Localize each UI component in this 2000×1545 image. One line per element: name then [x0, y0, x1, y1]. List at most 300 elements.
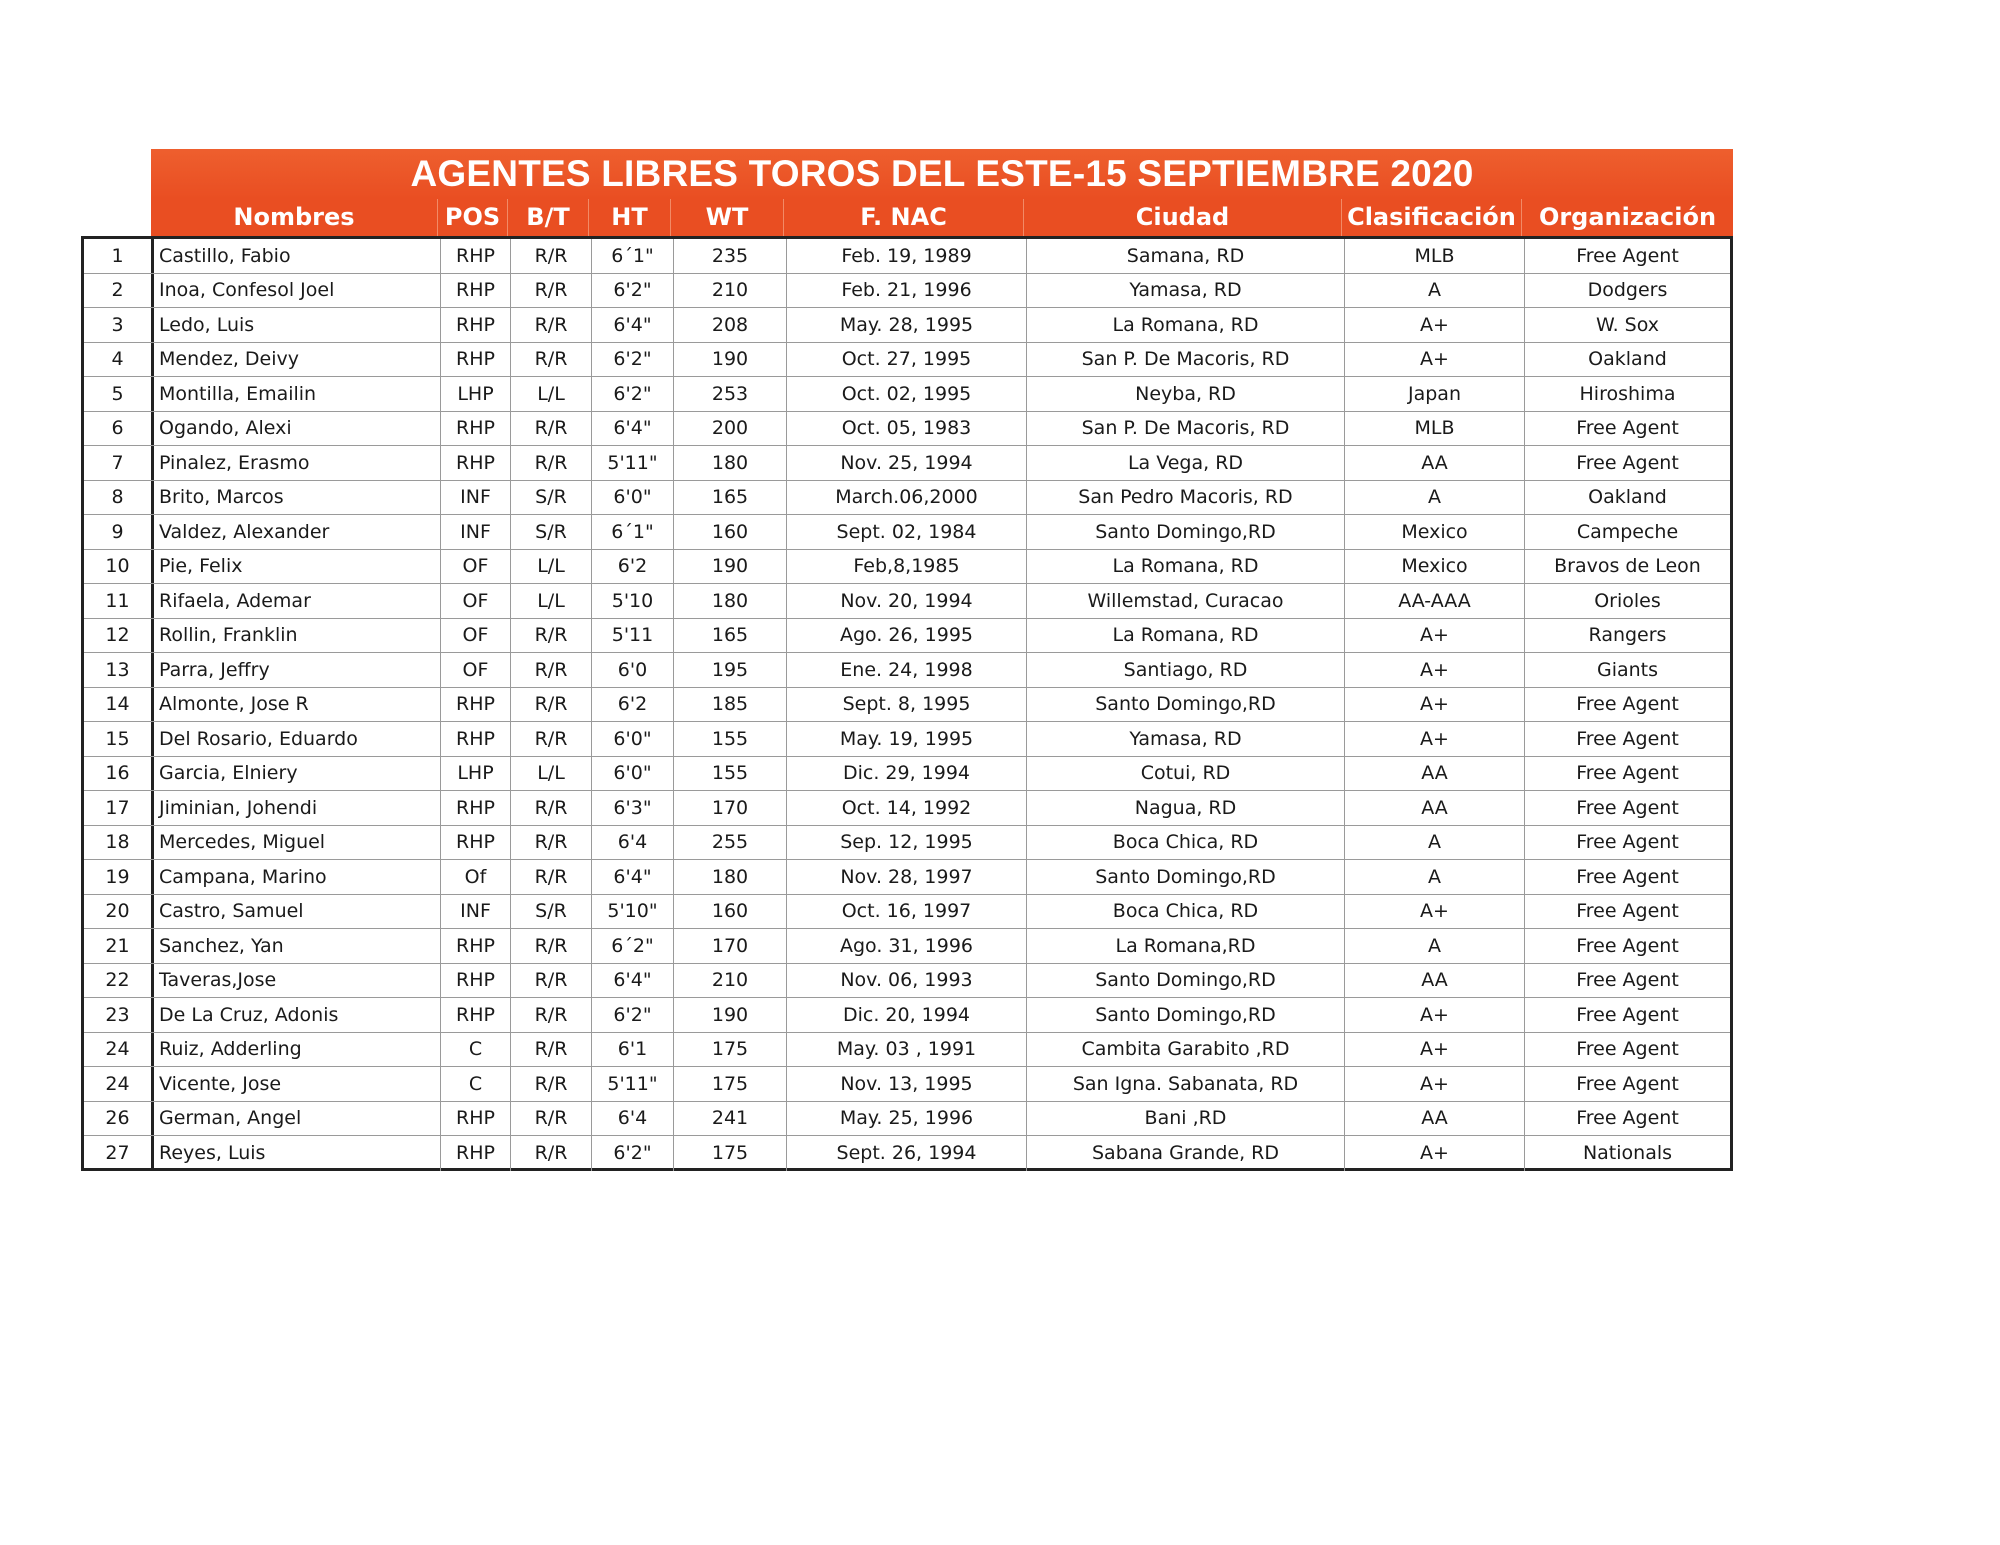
title-banner: AGENTES LIBRES TOROS DEL ESTE-15 SEPTIEMBRE 2020 — [151, 149, 1733, 199]
player-name: De La Cruz, Adonis — [154, 998, 441, 1032]
player-name: Taveras,Jose — [154, 964, 441, 998]
player-height: 6'0" — [592, 481, 674, 515]
player-birthdate: Feb. 19, 1989 — [787, 239, 1027, 273]
player-birthdate: May. 25, 1996 — [787, 1102, 1027, 1136]
player-weight: 175 — [674, 1067, 787, 1101]
player-position: OF — [441, 550, 511, 584]
roster-table — [81, 236, 1733, 1171]
player-height: 6'0 — [592, 653, 674, 687]
player-birthdate: Nov. 13, 1995 — [787, 1067, 1027, 1101]
player-birthdate: Ago. 26, 1995 — [787, 619, 1027, 653]
player-bats-throws: R/R — [511, 343, 592, 377]
player-height: 6'4 — [592, 1102, 674, 1136]
row-number: 22 — [84, 964, 154, 998]
row-number: 15 — [84, 722, 154, 756]
row-number: 10 — [84, 550, 154, 584]
player-position: RHP — [441, 929, 511, 963]
row-number: 13 — [84, 653, 154, 687]
player-position: RHP — [441, 1102, 511, 1136]
table-row — [84, 998, 1730, 1033]
player-bats-throws: R/R — [511, 412, 592, 446]
player-height: 5'10 — [592, 584, 674, 618]
table-row — [84, 757, 1730, 792]
table-row — [84, 826, 1730, 861]
player-organization: Free Agent — [1576, 693, 1679, 716]
player-city: Sabana Grande, RD — [1027, 1136, 1345, 1171]
player-weight: 200 — [674, 412, 787, 446]
player-name: Valdez, Alexander — [154, 515, 441, 549]
player-height: 6'1 — [592, 1033, 674, 1067]
player-organization: Oakland — [1588, 348, 1667, 371]
player-city: La Romana, RD — [1027, 550, 1345, 584]
player-height: 6'4 — [592, 826, 674, 860]
player-height: 6'0" — [592, 757, 674, 791]
player-bats-throws: R/R — [511, 722, 592, 756]
table-row — [84, 584, 1730, 619]
player-classification: A+ — [1345, 653, 1525, 687]
player-city: La Romana, RD — [1027, 619, 1345, 653]
header-wt: WT — [671, 199, 784, 236]
player-bats-throws: R/R — [511, 308, 592, 342]
player-organization: Dodgers — [1587, 279, 1668, 302]
player-bats-throws: R/R — [511, 791, 592, 825]
player-height: 6´2" — [592, 929, 674, 963]
player-city: Cotui, RD — [1027, 757, 1345, 791]
player-classification: AA — [1345, 757, 1525, 791]
header-fnac: F. NAC — [784, 199, 1024, 236]
player-birthdate: Oct. 02, 1995 — [787, 377, 1027, 411]
table-row — [84, 929, 1730, 964]
player-position: RHP — [441, 308, 511, 342]
player-city: Santo Domingo,RD — [1027, 860, 1345, 894]
player-height: 5'10" — [592, 895, 674, 929]
player-position: RHP — [441, 964, 511, 998]
player-organization: Free Agent — [1576, 1038, 1679, 1061]
player-city: Santiago, RD — [1027, 653, 1345, 687]
player-position: RHP — [441, 239, 511, 273]
row-number: 6 — [84, 412, 154, 446]
row-number: 19 — [84, 860, 154, 894]
player-bats-throws: R/R — [511, 860, 592, 894]
player-weight: 185 — [674, 688, 787, 722]
player-classification: A — [1345, 826, 1525, 860]
table-row — [84, 1033, 1730, 1068]
player-weight: 208 — [674, 308, 787, 342]
player-birthdate: March.06,2000 — [787, 481, 1027, 515]
row-number: 11 — [84, 584, 154, 618]
table-row — [84, 1102, 1730, 1137]
row-number: 7 — [84, 446, 154, 480]
header-organizacion: Organización — [1538, 203, 1717, 231]
header-bt: B/T — [508, 199, 589, 236]
player-birthdate: Sep. 12, 1995 — [787, 826, 1027, 860]
player-classification: MLB — [1345, 239, 1525, 273]
player-organization: Free Agent — [1576, 969, 1679, 992]
player-birthdate: Sept. 26, 1994 — [787, 1136, 1027, 1171]
player-birthdate: Dic. 20, 1994 — [787, 998, 1027, 1032]
player-height: 6'4" — [592, 860, 674, 894]
player-bats-throws: S/R — [511, 895, 592, 929]
player-name: Vicente, Jose — [154, 1067, 441, 1101]
player-birthdate: Sept. 8, 1995 — [787, 688, 1027, 722]
player-position: RHP — [441, 998, 511, 1032]
player-position: C — [441, 1067, 511, 1101]
player-city: San Igna. Sabanata, RD — [1027, 1067, 1345, 1101]
player-position: OF — [441, 653, 511, 687]
player-city: Nagua, RD — [1027, 791, 1345, 825]
table-row — [84, 343, 1730, 378]
player-weight: 175 — [674, 1033, 787, 1067]
table-row — [84, 239, 1730, 274]
player-position: RHP — [441, 826, 511, 860]
player-bats-throws: R/R — [511, 1102, 592, 1136]
header-ciudad: Ciudad — [1024, 199, 1342, 236]
player-name: Almonte, Jose R — [154, 688, 441, 722]
player-bats-throws: S/R — [511, 481, 592, 515]
table-row — [84, 722, 1730, 757]
player-city: Boca Chica, RD — [1027, 826, 1345, 860]
player-name: Inoa, Confesol Joel — [154, 274, 441, 308]
player-name: Montilla, Emailin — [154, 377, 441, 411]
player-weight: 190 — [674, 998, 787, 1032]
player-weight: 155 — [674, 757, 787, 791]
player-position: C — [441, 1033, 511, 1067]
row-number: 8 — [84, 481, 154, 515]
player-name: Mendez, Deivy — [154, 343, 441, 377]
player-name: Parra, Jeffry — [154, 653, 441, 687]
player-birthdate: May. 28, 1995 — [787, 308, 1027, 342]
header-clasificacion: Clasificación — [1342, 199, 1522, 236]
row-number: 21 — [84, 929, 154, 963]
player-classification: A+ — [1345, 722, 1525, 756]
player-organization: Free Agent — [1576, 244, 1679, 267]
player-position: RHP — [441, 1136, 511, 1171]
player-organization: Free Agent — [1576, 762, 1679, 785]
player-bats-throws: R/R — [511, 274, 592, 308]
player-city: San P. De Macoris, RD — [1027, 343, 1345, 377]
player-organization: Free Agent — [1576, 796, 1679, 819]
player-classification: AA-AAA — [1345, 584, 1525, 618]
player-height: 6'4" — [592, 964, 674, 998]
player-name: Del Rosario, Eduardo — [154, 722, 441, 756]
player-height: 5'11" — [592, 446, 674, 480]
player-classification: Mexico — [1345, 550, 1525, 584]
table-row — [84, 274, 1730, 309]
player-classification: AA — [1345, 791, 1525, 825]
table-row — [84, 446, 1730, 481]
player-organization: Free Agent — [1576, 831, 1679, 854]
player-bats-throws: R/R — [511, 929, 592, 963]
player-weight: 235 — [674, 239, 787, 273]
player-classification: A — [1345, 481, 1525, 515]
player-classification: AA — [1345, 964, 1525, 998]
player-classification: A — [1345, 860, 1525, 894]
player-position: INF — [441, 481, 511, 515]
player-city: San P. De Macoris, RD — [1027, 412, 1345, 446]
player-height: 6'4" — [592, 412, 674, 446]
player-name: Pinalez, Erasmo — [154, 446, 441, 480]
player-position: LHP — [441, 757, 511, 791]
player-weight: 210 — [674, 964, 787, 998]
row-number: 27 — [84, 1136, 154, 1171]
player-organization: Free Agent — [1576, 1072, 1679, 1095]
player-birthdate: Feb. 21, 1996 — [787, 274, 1027, 308]
player-weight: 155 — [674, 722, 787, 756]
player-birthdate: Oct. 16, 1997 — [787, 895, 1027, 929]
row-number: 4 — [84, 343, 154, 377]
player-name: Reyes, Luis — [154, 1136, 441, 1171]
player-birthdate: Oct. 27, 1995 — [787, 343, 1027, 377]
player-bats-throws: R/R — [511, 653, 592, 687]
row-number: 1 — [84, 239, 154, 273]
player-weight: 195 — [674, 653, 787, 687]
table-row — [84, 308, 1730, 343]
player-classification: A+ — [1345, 619, 1525, 653]
player-weight: 165 — [674, 619, 787, 653]
player-height: 6'2 — [592, 688, 674, 722]
player-city: Bani ,RD — [1027, 1102, 1345, 1136]
player-bats-throws: R/R — [511, 1033, 592, 1067]
player-weight: 190 — [674, 550, 787, 584]
player-organization: Orioles — [1594, 589, 1661, 612]
player-bats-throws: R/R — [511, 239, 592, 273]
player-bats-throws: R/R — [511, 1136, 592, 1171]
table-row — [84, 412, 1730, 447]
player-weight: 170 — [674, 791, 787, 825]
player-classification: A — [1345, 274, 1525, 308]
player-position: RHP — [441, 722, 511, 756]
player-name: Ogando, Alexi — [154, 412, 441, 446]
player-classification: A+ — [1345, 1033, 1525, 1067]
player-position: RHP — [441, 412, 511, 446]
player-name: Mercedes, Miguel — [154, 826, 441, 860]
player-position: RHP — [441, 791, 511, 825]
player-weight: 160 — [674, 895, 787, 929]
row-number: 24 — [84, 1033, 154, 1067]
player-city: La Romana,RD — [1027, 929, 1345, 963]
player-city: Santo Domingo,RD — [1027, 998, 1345, 1032]
player-bats-throws: L/L — [511, 377, 592, 411]
player-weight: 210 — [674, 274, 787, 308]
player-classification: MLB — [1345, 412, 1525, 446]
player-birthdate: Nov. 28, 1997 — [787, 860, 1027, 894]
player-city: Boca Chica, RD — [1027, 895, 1345, 929]
header-ht: HT — [589, 199, 671, 236]
row-number: 24 — [84, 1067, 154, 1101]
player-name: Garcia, Elniery — [154, 757, 441, 791]
player-organization: Bravos de Leon — [1554, 555, 1701, 578]
player-position: LHP — [441, 377, 511, 411]
player-organization: Rangers — [1588, 624, 1667, 647]
player-city: San Pedro Macoris, RD — [1027, 481, 1345, 515]
player-organization: Free Agent — [1576, 727, 1679, 750]
player-organization: Nationals — [1582, 1142, 1673, 1165]
player-position: OF — [441, 619, 511, 653]
table-row — [84, 550, 1730, 585]
header-nombres: Nombres — [151, 199, 438, 236]
player-name: Brito, Marcos — [154, 481, 441, 515]
player-position: Of — [441, 860, 511, 894]
player-weight: 180 — [674, 446, 787, 480]
player-organization: Campeche — [1576, 520, 1679, 543]
player-weight: 253 — [674, 377, 787, 411]
player-organization: Oakland — [1588, 486, 1667, 509]
player-birthdate: May. 19, 1995 — [787, 722, 1027, 756]
player-organization: Free Agent — [1576, 1107, 1679, 1130]
player-height: 6'3" — [592, 791, 674, 825]
player-city: La Vega, RD — [1027, 446, 1345, 480]
row-number: 9 — [84, 515, 154, 549]
player-height: 6'2" — [592, 377, 674, 411]
player-organization: Free Agent — [1576, 451, 1679, 474]
player-bats-throws: L/L — [511, 757, 592, 791]
player-position: RHP — [441, 446, 511, 480]
player-name: Jiminian, Johendi — [154, 791, 441, 825]
player-position: INF — [441, 515, 511, 549]
row-number: 12 — [84, 619, 154, 653]
player-bats-throws: L/L — [511, 550, 592, 584]
row-number: 14 — [84, 688, 154, 722]
player-height: 6'2" — [592, 274, 674, 308]
player-classification: Japan — [1345, 377, 1525, 411]
player-city: Cambita Garabito ,RD — [1027, 1033, 1345, 1067]
player-weight: 165 — [674, 481, 787, 515]
player-birthdate: May. 03 , 1991 — [787, 1033, 1027, 1067]
table-row — [84, 791, 1730, 826]
table-row — [84, 860, 1730, 895]
player-name: Castro, Samuel — [154, 895, 441, 929]
player-weight: 190 — [674, 343, 787, 377]
player-classification: A+ — [1345, 895, 1525, 929]
row-number: 3 — [84, 308, 154, 342]
player-name: Ruiz, Adderling — [154, 1033, 441, 1067]
player-name: Sanchez, Yan — [154, 929, 441, 963]
table-row — [84, 1136, 1730, 1171]
player-city: Santo Domingo,RD — [1027, 688, 1345, 722]
player-city: Santo Domingo,RD — [1027, 964, 1345, 998]
player-name: German, Angel — [154, 1102, 441, 1136]
player-bats-throws: R/R — [511, 688, 592, 722]
player-birthdate: Nov. 20, 1994 — [787, 584, 1027, 618]
player-birthdate: Oct. 14, 1992 — [787, 791, 1027, 825]
player-name: Ledo, Luis — [154, 308, 441, 342]
row-number: 20 — [84, 895, 154, 929]
player-classification: A+ — [1345, 1067, 1525, 1101]
player-weight: 255 — [674, 826, 787, 860]
header-pos: POS — [438, 199, 508, 236]
player-height: 5'11" — [592, 1067, 674, 1101]
table-row — [84, 688, 1730, 723]
player-height: 6'2" — [592, 1136, 674, 1171]
player-organization: Free Agent — [1576, 417, 1679, 440]
player-bats-throws: R/R — [511, 998, 592, 1032]
player-organization: Free Agent — [1576, 900, 1679, 923]
player-weight: 241 — [674, 1102, 787, 1136]
player-birthdate: Dic. 29, 1994 — [787, 757, 1027, 791]
player-weight: 180 — [674, 584, 787, 618]
header-row — [151, 199, 1733, 236]
player-position: RHP — [441, 343, 511, 377]
player-birthdate: Sept. 02, 1984 — [787, 515, 1027, 549]
table-row — [84, 653, 1730, 688]
player-height: 6'0" — [592, 722, 674, 756]
player-classification: A+ — [1345, 1136, 1525, 1171]
table-row — [84, 515, 1730, 550]
player-weight: 175 — [674, 1136, 787, 1171]
player-classification: Mexico — [1345, 515, 1525, 549]
player-organization: Hiroshima — [1579, 382, 1676, 405]
table-row — [84, 895, 1730, 930]
player-birthdate: Feb,8,1985 — [787, 550, 1027, 584]
player-position: RHP — [441, 688, 511, 722]
player-organization: Free Agent — [1576, 934, 1679, 957]
player-name: Campana, Marino — [154, 860, 441, 894]
player-birthdate: Nov. 25, 1994 — [787, 446, 1027, 480]
row-number: 23 — [84, 998, 154, 1032]
table-row — [84, 619, 1730, 654]
player-bats-throws: L/L — [511, 584, 592, 618]
player-bats-throws: R/R — [511, 964, 592, 998]
row-number: 2 — [84, 274, 154, 308]
player-classification: AA — [1345, 1102, 1525, 1136]
player-bats-throws: R/R — [511, 619, 592, 653]
table-row — [84, 481, 1730, 516]
player-position: OF — [441, 584, 511, 618]
player-birthdate: Oct. 05, 1983 — [787, 412, 1027, 446]
player-height: 6'2" — [592, 998, 674, 1032]
player-city: La Romana, RD — [1027, 308, 1345, 342]
row-number: 16 — [84, 757, 154, 791]
player-city: Samana, RD — [1027, 239, 1345, 273]
player-city: Yamasa, RD — [1027, 722, 1345, 756]
player-name: Rollin, Franklin — [154, 619, 441, 653]
player-name: Castillo, Fabio — [154, 239, 441, 273]
player-bats-throws: R/R — [511, 826, 592, 860]
player-birthdate: Ene. 24, 1998 — [787, 653, 1027, 687]
player-organization: W. Sox — [1595, 313, 1660, 336]
player-city: Neyba, RD — [1027, 377, 1345, 411]
player-height: 6´1" — [592, 515, 674, 549]
player-birthdate: Nov. 06, 1993 — [787, 964, 1027, 998]
player-city: Yamasa, RD — [1027, 274, 1345, 308]
player-bats-throws: R/R — [511, 1067, 592, 1101]
player-classification: A+ — [1345, 343, 1525, 377]
player-organization: Free Agent — [1576, 1003, 1679, 1026]
player-height: 5'11 — [592, 619, 674, 653]
player-height: 6´1" — [592, 239, 674, 273]
player-position: INF — [441, 895, 511, 929]
table-row — [84, 377, 1730, 412]
row-number: 26 — [84, 1102, 154, 1136]
player-name: Rifaela, Ademar — [154, 584, 441, 618]
player-classification: A+ — [1345, 308, 1525, 342]
player-weight: 160 — [674, 515, 787, 549]
row-number: 5 — [84, 377, 154, 411]
player-classification: A+ — [1345, 998, 1525, 1032]
player-city: Santo Domingo,RD — [1027, 515, 1345, 549]
player-city: Willemstad, Curacao — [1027, 584, 1345, 618]
player-bats-throws: S/R — [511, 515, 592, 549]
player-height: 6'2 — [592, 550, 674, 584]
player-birthdate: Ago. 31, 1996 — [787, 929, 1027, 963]
player-classification: A+ — [1345, 688, 1525, 722]
player-organization: Giants — [1596, 658, 1659, 681]
player-classification: AA — [1345, 446, 1525, 480]
player-weight: 170 — [674, 929, 787, 963]
row-number: 17 — [84, 791, 154, 825]
table-row — [84, 1067, 1730, 1102]
player-height: 6'2" — [592, 343, 674, 377]
